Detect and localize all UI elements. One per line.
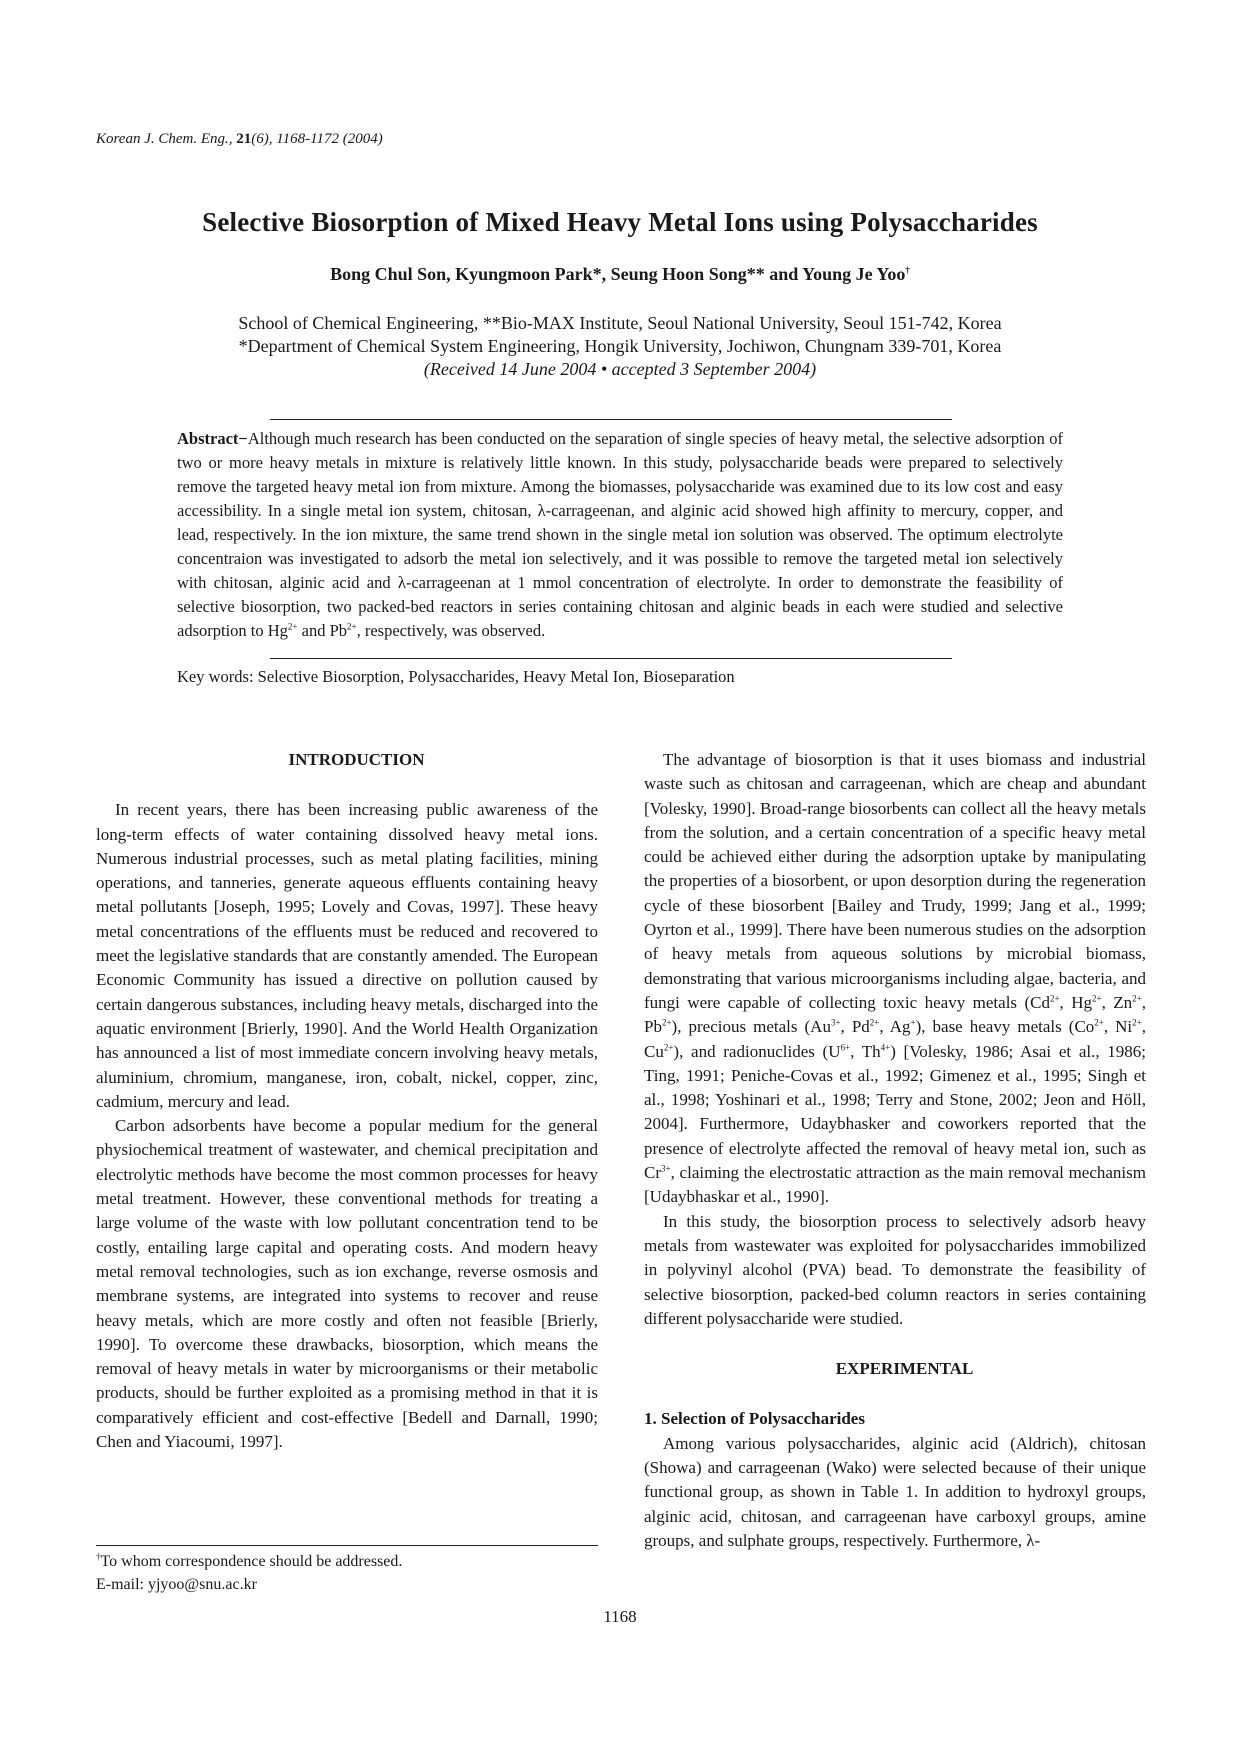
ion-charge: 2+ (869, 1017, 880, 1028)
affiliations (150, 312, 1090, 381)
subsection-heading: 1. Selection of Polysaccharides (644, 1409, 865, 1429)
section-heading-experimental: EXPERIMENTAL (835, 1359, 974, 1379)
right-column (644, 748, 1146, 1553)
ion-charge: 6+ (840, 1041, 851, 1052)
paragraph-text: ) [Volesky, 1986; Asai et al., 1986; Ting, 1991; Peniche-Covas et al., 1992; Gimenez et al., 1995; Singh et al., 1998; Yoshinari et al., 1998; Terry and Stone, 2002; Jeon and Höll, 2004]. Furthermore, Udaybhasker and coworkers reported that the presence of electrolyte affected the removal of heavy metal ion, such as Cr (644, 1041, 1147, 1183)
footnote-email: E-mail: yjyoo@snu.ac.kr (96, 1576, 257, 1593)
abstract-text: and Pb (297, 621, 347, 640)
footnote-correspondence: To whom correspondence should be addressed. (100, 1553, 403, 1570)
paper-title: Selective Biosorption of Mixed Heavy Metal Ions using Polysaccharides (202, 207, 1038, 237)
paragraph-text: , Hg (1059, 992, 1093, 1012)
footnote-rule (96, 1545, 598, 1546)
paragraph-text: , Th (850, 1041, 881, 1061)
paragraph-text: , claiming the electrostatic attraction as the main removal mechanism [Udaybhaskar et al., 1990]. (644, 1163, 1146, 1207)
footnote (96, 1550, 402, 1596)
ion-charge: 2+ (1049, 993, 1060, 1004)
affiliation-line: *Department of Chemical System Engineering, Hongik University, Jochiwon, Chungnam 339-701, Korea (238, 336, 1002, 356)
abstract-dash: − (238, 429, 248, 448)
intro-paragraph: In recent years, there has been increasing public awareness of the long-term effects of water containing dissolved heavy metal ions. Numerous industrial processes, such as metal plating facilities, mining operations, and tanneries, generate aqueous effluents containing heavy metal pollutants [Joseph, 1995; Lovely and Covas, 1997]. These heavy metal concentrations of the effluents must be reduced and recovered to meet the legislative standards that are constantly amended. The European Economic Community has issued a directive on pollution caused by certain dangerous substances, including heavy metals, discharged into the aquatic environment [Brierly, 1990]. And the World Health Organization has announced a list of most immediate concern involving heavy metals, aluminium, chromium, manganese, iron, cobalt, nickel, copper, zinc, cadmium, mercury and lead. (96, 800, 598, 1111)
abstract-label: Abstract (177, 429, 239, 448)
paragraph-text: ), precious metals (Au (671, 1017, 831, 1037)
paragraph-text: , Zn (1101, 992, 1133, 1012)
ion-charge: 2+ (663, 1041, 674, 1052)
affiliation-line: School of Chemical Engineering, **Bio-MAX Institute, Seoul National University, Seoul 151-742, Korea (238, 313, 1002, 333)
corresponding-author-mark: † (905, 265, 910, 275)
author-names: Bong Chul Son, Kyungmoon Park*, Seung Hoon Song** and Young Je Yoo (330, 264, 906, 284)
paragraph-text: ), base heavy metals (Co (915, 1017, 1095, 1037)
paragraph-text: , Ni (1103, 1017, 1133, 1037)
abstract-text: Although much research has been conducted on the separation of single species of heavy metal, the selective adsorption of two or more heavy metals in mixture is relatively little known. In this study, polysaccharide beads were prepared to selectively remove the targeted heavy metal ion from mixture. Among the biomasses, polysaccharide was examined due to its low cost and easy accessibility. In a single metal ion system, chitosan, λ-carrageenan, and alginic acid showed high affinity to mercury, copper, and lead, respectively. In the ion mixture, the same trend shown in the single metal ion solution was observed. The optimum electrolyte concentraion was investigated to adsorb the metal ion selectively, and it was possible to remove the targeted metal ion selectively with chitosan, alginic acid and λ-carrageenan at 1 mmol concentration of electrolyte. In order to demonstrate the feasibility of selective biosorption, two packed-bed reactors in series containing chitosan and alginic beads in each were studied and selective adsorption to Hg (177, 429, 1063, 640)
journal-name: Korean J. Chem. Eng. (96, 131, 229, 147)
ion-charge: 2+ (1094, 1017, 1104, 1028)
ion-charge: 2+ (661, 1017, 672, 1028)
intro-paragraph (644, 748, 1146, 1210)
paragraph-text: The advantage of biosorption is that it uses biomass and industrial waste such as chitosan and carrageenan, which are cheap and abundant [Volesky, 1990]. Broad-range biosorbents can collect all the heavy metals from the solution, and a certain concentration of a specific heavy metal could be achieved either during the adsorption uptake by manipulating the properties of a biosorbent, or upon desorption during the regeneration cycle of these biosorbent [Bailey and Trudy, 1999; Jang et al., 1999; Oyrton et al., 1999]. There have been numerous studies on the adsorption of heavy metals from aqueous solutions by microbial biomass, demonstrating that various microorganisms including algae, bacteria, and fungi were capable of collecting toxic heavy metals (Cd (644, 750, 1146, 1012)
paragraph-text: ), and radionuclides (U (673, 1041, 841, 1061)
page-number: 1168 (603, 1607, 637, 1626)
ion-charge: 3+ (830, 1017, 841, 1028)
intro-paragraph: Carbon adsorbents have become a popular medium for the general physiochemical treatment of wastewater, and chemical precipitation and electrolytic methods have become the most common processes for heavy metal treatment. However, these conventional methods for treating a large volume of the waste with low pollutant concentration tend to be costly, entailing large capital and operating costs. And modern heavy metal removal technologies, such as ion exchange, reverse osmosis and membrane systems, are integrated into systems to recover and reuse heavy metals, which are more costly and often not feasible [Brierly, 1990]. To overcome these drawbacks, biosorption, which means the removal of heavy metals in water by microorganisms or their metabolic products, should be further exploited as a promising method in that it is comparatively efficient and cost-effective [Bedell and Darnall, 1990; Chen and Yiacoumi, 1997]. (96, 1116, 598, 1452)
left-column (96, 748, 598, 1454)
journal-volume: 21 (236, 131, 252, 147)
paragraph-text: , Pb (644, 992, 1146, 1037)
received-dates: (Received 14 June 2004 • accepted 3 September 2004) (423, 359, 817, 379)
ion-charge: 4+ (880, 1041, 891, 1052)
ion-charge: 2+ (1132, 993, 1142, 1004)
ion-charge: 3+ (661, 1163, 671, 1174)
journal-citation: Korean J. Chem. Eng., 21(6), 1168-1172 (2004) (96, 131, 383, 147)
ion-charge: 2+ (1092, 993, 1102, 1004)
author-list (0, 264, 1240, 285)
abstract (177, 427, 1063, 643)
experimental-paragraph: Among various polysaccharides, alginic acid (Aldrich), chitosan (Showa) and carrageenan (Wako) were selected because of their unique functional group, as shown in Table 1. In addition to hydroxyl groups, alginic acid, chitosan, and carrageenan have carboxyl groups, amine groups, and sulphate groups, respectively. Furthermore, λ- (644, 1433, 1146, 1550)
ion-charge: + (910, 1017, 916, 1028)
paragraph-text: , Cu (644, 1017, 1146, 1061)
keywords: Key words: Selective Biosorption, Polysaccharides, Heavy Metal Ion, Bioseparation (177, 667, 735, 686)
section-heading-introduction: INTRODUCTION (288, 750, 425, 769)
paragraph-text: , Pd (840, 1017, 870, 1037)
abstract-text: , respectively, was observed. (356, 621, 546, 640)
paragraph-text: , Ag (879, 1017, 911, 1037)
journal-issue-pages: (6), 1168-1172 (2004) (251, 131, 383, 147)
abstract-bottom-rule (270, 658, 952, 659)
abstract-top-rule (270, 419, 952, 420)
ion-charge: 2+ (347, 621, 357, 632)
footnote-mark: † (96, 1551, 101, 1562)
ion-charge: 2+ (287, 621, 298, 632)
ion-charge: 2+ (1132, 1017, 1142, 1028)
intro-paragraph: In this study, the biosorption process to selectively adsorb heavy metals from wastewater was exploited for polysaccharides immobilized in polyvinyl alcohol (PVA) bead. To demonstrate the feasibility of selective biosorption, packed-bed column reactors in series containing different polysaccharide were studied. (644, 1211, 1146, 1328)
